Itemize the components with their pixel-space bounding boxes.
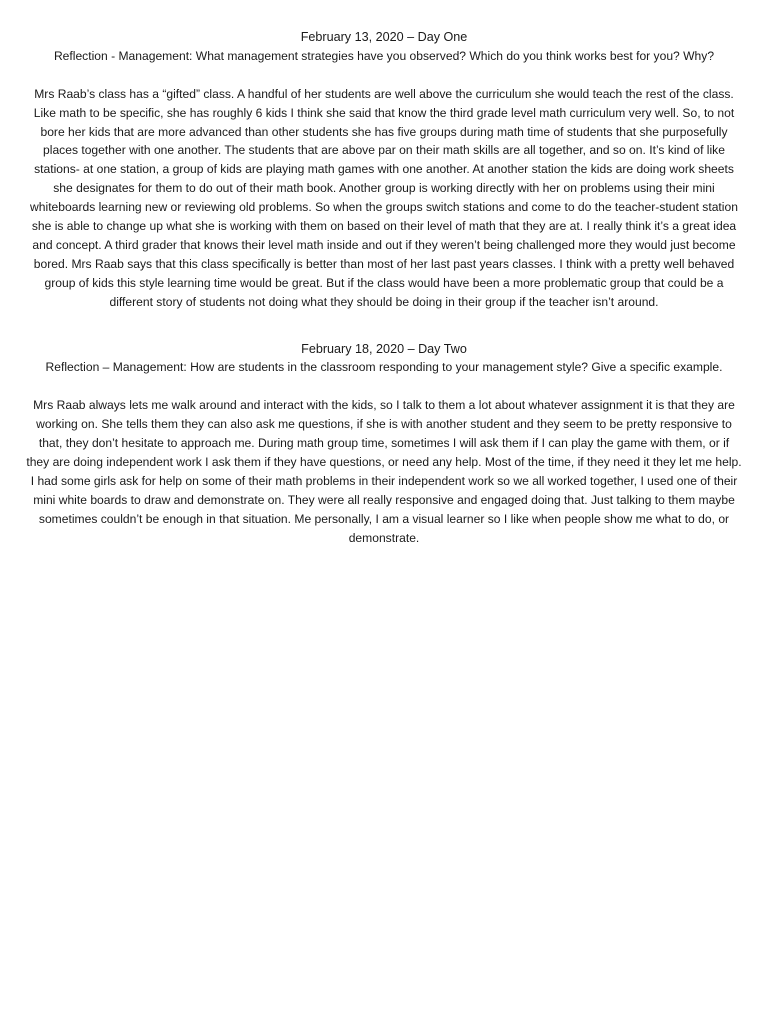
reflection-prompt: Reflection – Management: How are students in the classroom responding to your management style? Give a specific example. <box>45 360 723 375</box>
reflection-body: Mrs Raab’s class has a “gifted” class. A handful of her students are well above the curriculum she would teach the rest of the class. Like math to be specific, she has roughly 6 kids I think she said that know the third grade level math curriculum very well. So, to not bore her kids that are more advanced than other students she has five groups during math time of students that she purposefully places together with one another. The students that are above par on their math skills are all together, and so on. It’s kind of like stations- at one station, a group of kids are playing math games with one another. At another station the kids are doing work sheets she designates for them to do out of their math book. Another group is working directly with her on problems using their mini whiteboards learning new or reviewing old problems. So when the groups switch stations and come to do the teacher-student station she is able to change up what she is working with them on based on their level of math that they are at. I really think it’s a great idea and concept. A third grader that knows their level math inside and out if they weren’t being challenged more they would just become bored. Mrs Raab says that this class specifically is better than most of her last past years classes. I think with a pretty well behaved group of kids this style learning time would be great. But if the class would have been a more problematic group that could be a different story of students not doing what they should be doing in their group if the teacher isn’t around. <box>30 86 738 309</box>
journal-entry-day-two <box>26 340 742 548</box>
journal-entry-day-one <box>26 28 742 312</box>
reflection-prompt: Reflection - Management: What management strategies have you observed? Which do you think works best for you? Why? <box>53 48 715 63</box>
entry-date: February 18, 2020 – Day Two <box>301 341 467 356</box>
reflection-body: Mrs Raab always lets me walk around and interact with the kids, so I talk to them a lot about whatever assignment it is that they are working on. She tells them they can also ask me questions, if she is with another student and they seem to be pretty responsive to that, they don’t hesitate to approach me. During math group time, sometimes I will ask them if I can play the game with them, or if they are doing independent work I ask them if they have questions, or need any help. Most of the time, if they need it they let me help. I had some girls ask for help on some of their math problems in their independent work so we all worked together, I used one of their mini white boards to draw and demonstrate on. They were all really responsive and engaged doing that. Just talking to them maybe sometimes couldn’t be enough in that situation. Me personally, I am a visual learner so I like when people show me what to do, or demonstrate. <box>26 398 742 545</box>
entry-date: February 13, 2020 – Day One <box>300 30 468 44</box>
paragraph-spacer <box>26 66 742 85</box>
paragraph-spacer <box>26 377 742 396</box>
